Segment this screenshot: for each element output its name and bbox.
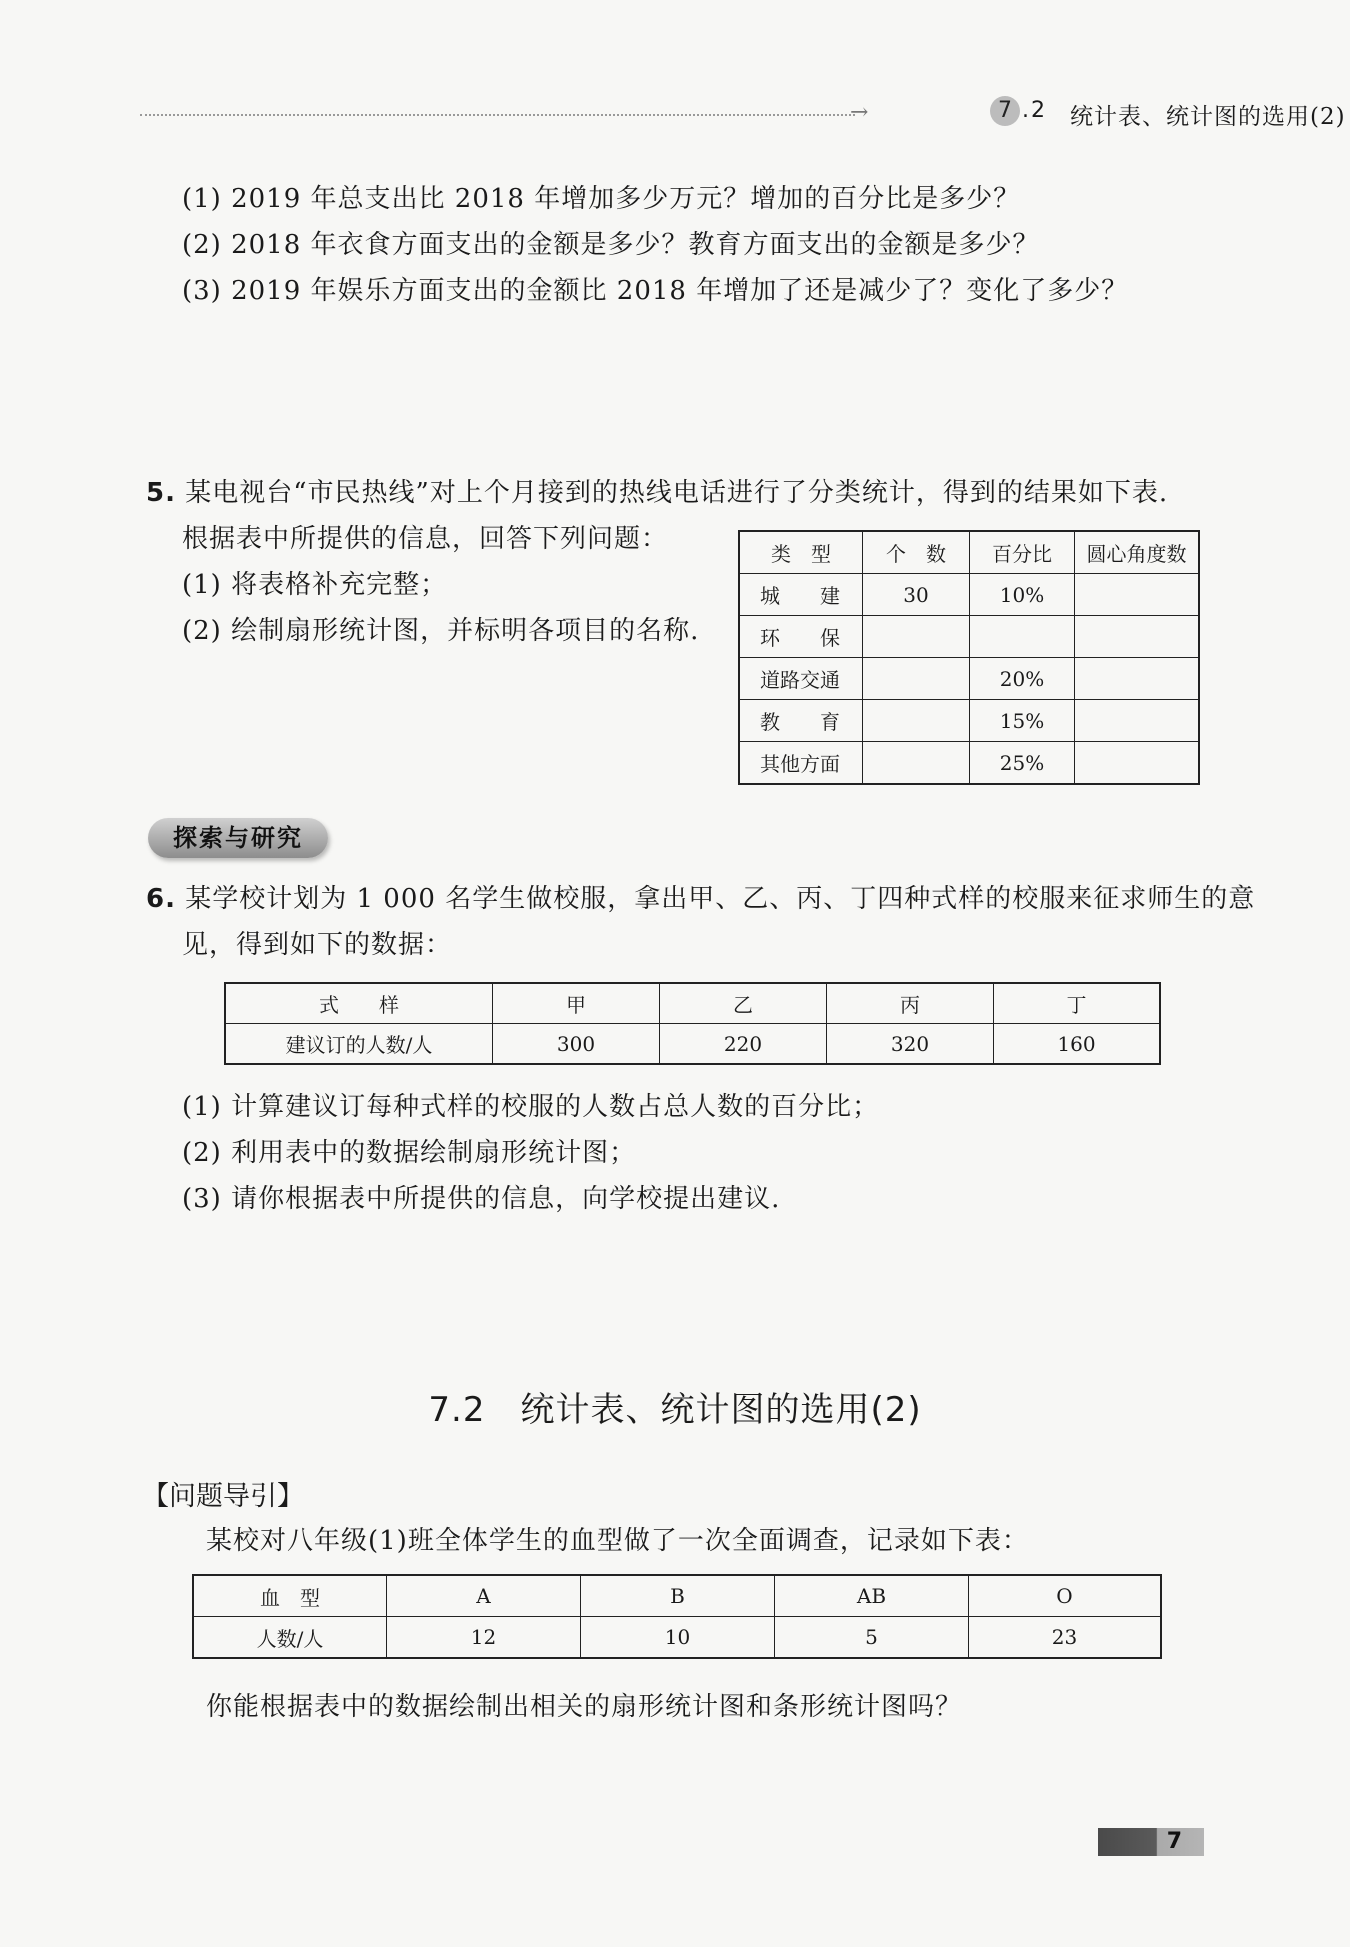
table-cell	[1075, 742, 1200, 785]
table-cell: 20%	[970, 658, 1075, 700]
q6-part-2: (2) 利用表中的数据绘制扇形统计图；	[182, 1138, 637, 1168]
table-header-cell: 式 样	[225, 983, 493, 1024]
table-cell	[1075, 574, 1200, 616]
uniform-style-table	[224, 982, 1161, 1065]
running-header	[140, 96, 1346, 130]
table-row	[193, 1617, 1161, 1659]
table-cell: 23	[969, 1617, 1162, 1659]
problem-guide-heading: 【问题导引】	[142, 1481, 304, 1512]
table-cell: 教 育	[739, 700, 863, 742]
table-header-cell: 甲	[493, 983, 660, 1024]
dotted-leader	[140, 114, 855, 116]
table-header-cell: A	[387, 1575, 581, 1617]
q6-text: 某学校计划为 1 000 名学生做校服，拿出甲、乙、丙、丁四种式样的校服来征求师生的意	[185, 884, 1256, 914]
q5-text: 某电视台“市民热线”对上个月接到的热线电话进行了分类统计，得到的结果如下表.	[185, 478, 1169, 508]
table-cell: 30	[863, 574, 970, 616]
table-header-cell: 类 型	[739, 531, 863, 574]
table-cell	[1075, 700, 1200, 742]
table-header-cell: 百分比	[970, 531, 1075, 574]
table-header-row	[193, 1575, 1161, 1617]
table-header-cell: B	[581, 1575, 775, 1617]
table-cell: 25%	[970, 742, 1075, 785]
table-header-cell: 丁	[994, 983, 1161, 1024]
table-cell	[1075, 658, 1200, 700]
q6-part-1: (1) 计算建议订每种式样的校服的人数占总人数的百分比；	[182, 1092, 880, 1122]
chapter-circle: 7	[990, 96, 1020, 126]
q5-part-2: (2) 绘制扇形统计图，并标明各项目的名称.	[182, 616, 700, 646]
table-cell	[863, 658, 970, 700]
table-cell: 220	[660, 1024, 827, 1065]
table-header-cell: 乙	[660, 983, 827, 1024]
hotline-table	[738, 530, 1200, 785]
table-row	[739, 700, 1199, 742]
table-cell: 环 保	[739, 616, 863, 658]
table-header-cell: 圆心角度数	[1075, 531, 1200, 574]
table-cell: 人数/人	[193, 1617, 387, 1659]
page-number-tab	[1098, 1828, 1204, 1856]
table-header-row	[225, 983, 1160, 1024]
page-number: 7	[1166, 1829, 1182, 1854]
table-row	[739, 742, 1199, 785]
table-header-cell: 血 型	[193, 1575, 387, 1617]
table-cell: 300	[493, 1024, 660, 1065]
table-cell: 城 建	[739, 574, 863, 616]
table-header-cell: 个 数	[863, 531, 970, 574]
q6-number: 6.	[146, 884, 176, 914]
q5-line-2: 根据表中所提供的信息，回答下列问题：	[182, 524, 669, 554]
q6-part-3: (3) 请你根据表中所提供的信息，向学校提出建议.	[182, 1184, 781, 1214]
table-cell	[1075, 616, 1200, 658]
section-question: 你能根据表中的数据绘制出相关的扇形统计图和条形统计图吗？	[206, 1692, 963, 1722]
q5-line-1	[146, 472, 1168, 509]
table-cell: 道路交通	[739, 658, 863, 700]
q5-part-1: (1) 将表格补充完整；	[182, 570, 448, 600]
arrow-icon: →	[850, 100, 869, 125]
q4-part-2: (2) 2018 年衣食方面支出的金额是多少？教育方面支出的金额是多少？	[182, 230, 1040, 260]
table-row	[739, 574, 1199, 616]
section-intro: 某校对八年级(1)班全体学生的血型做了一次全面调查，记录如下表：	[206, 1526, 1029, 1556]
section-number-suffix: .2	[1022, 98, 1047, 123]
q4-part-3: (3) 2019 年娱乐方面支出的金额比 2018 年增加了还是减少了？变化了多少？	[182, 276, 1129, 306]
table-header-row	[739, 531, 1199, 574]
q6-line-2: 见，得到如下的数据：	[182, 930, 453, 960]
table-cell: 建议订的人数/人	[225, 1024, 493, 1065]
table-row	[739, 616, 1199, 658]
table-cell: 其他方面	[739, 742, 863, 785]
table-cell: 160	[994, 1024, 1161, 1065]
table-cell	[863, 700, 970, 742]
table-cell	[970, 616, 1075, 658]
q5-number: 5.	[146, 478, 176, 508]
table-row	[225, 1024, 1160, 1065]
running-header-title: 统计表、统计图的选用(2)	[1070, 104, 1346, 130]
table-row	[739, 658, 1199, 700]
q6-line-1	[146, 878, 1255, 915]
table-cell	[863, 616, 970, 658]
table-cell: 320	[827, 1024, 994, 1065]
explore-section-label: 探索与研究	[173, 824, 303, 852]
table-cell: 12	[387, 1617, 581, 1659]
table-cell: 10	[581, 1617, 775, 1659]
table-cell: 10%	[970, 574, 1075, 616]
table-header-cell: 丙	[827, 983, 994, 1024]
table-header-cell: O	[969, 1575, 1162, 1617]
explore-section-badge	[148, 818, 328, 858]
table-cell: 15%	[970, 700, 1075, 742]
q4-part-1: (1) 2019 年总支出比 2018 年增加多少万元？增加的百分比是多少？	[182, 184, 1021, 214]
blood-type-table	[192, 1574, 1162, 1659]
table-header-cell: AB	[775, 1575, 969, 1617]
table-cell	[863, 742, 970, 785]
section-title: 7.2 统计表、统计图的选用(2)	[428, 1390, 922, 1430]
table-cell: 5	[775, 1617, 969, 1659]
